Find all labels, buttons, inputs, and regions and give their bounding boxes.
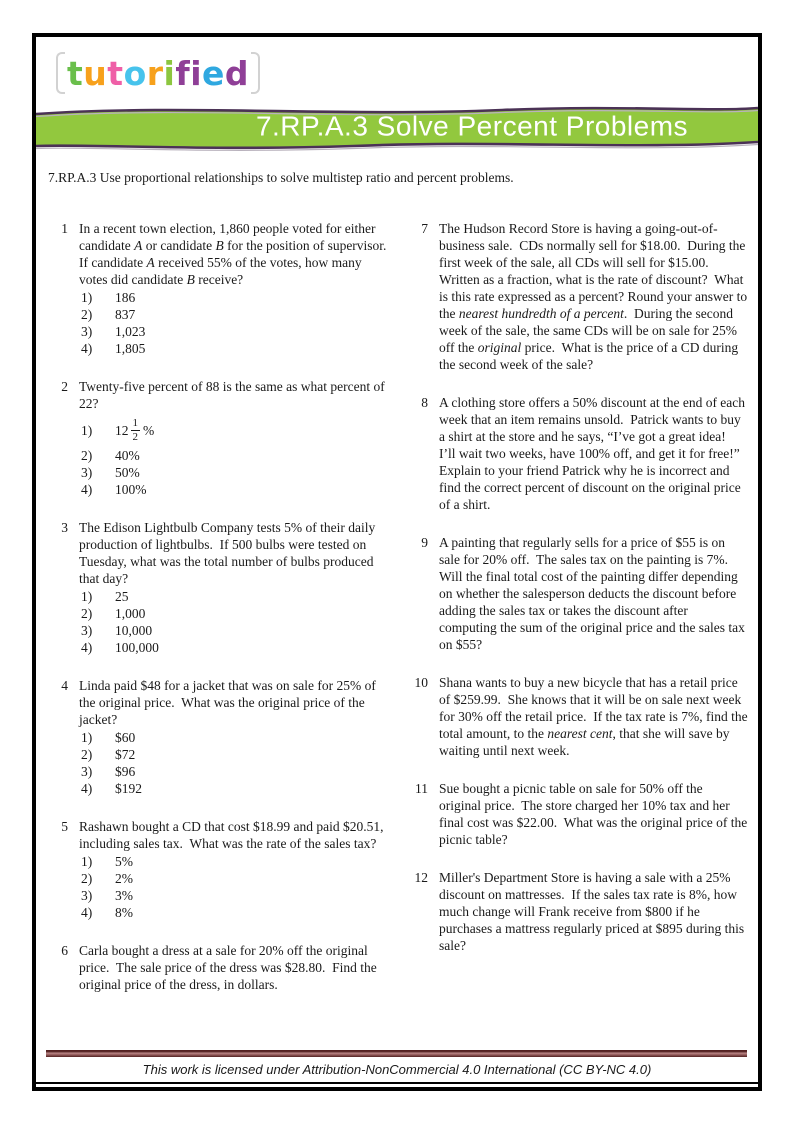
choice-label: 2) bbox=[81, 448, 93, 463]
choice-value: 8% bbox=[115, 905, 133, 920]
choice-value: 5% bbox=[115, 854, 133, 869]
problem-body bbox=[439, 674, 752, 759]
problem-body bbox=[79, 677, 388, 797]
problem-number: 6 bbox=[61, 943, 68, 958]
problem-text-segment: In a recent town election, 1,860 people voted for either candidate bbox=[79, 221, 379, 253]
choice-label: 3) bbox=[81, 888, 93, 903]
answer-choice bbox=[79, 464, 388, 481]
choice-value: 10,000 bbox=[115, 623, 153, 638]
choice-label: 2) bbox=[81, 747, 93, 762]
answer-choice bbox=[79, 780, 388, 797]
problem-text-segment: nearest cent bbox=[547, 726, 613, 741]
answer-choice bbox=[79, 306, 388, 323]
problem-item bbox=[406, 220, 751, 373]
problem-text-segment: The Hudson Record Store is having a going-out-of-business sale. CDs normally sell for $18.00. During the first week of the sale, all CDs will sell for $15.00. Written as a fraction, what is the rate of discount? What is this rate expressed as a percent? Round your answer to the bbox=[439, 221, 751, 321]
choice-label: 3) bbox=[81, 465, 93, 480]
choice-label: 4) bbox=[81, 341, 93, 356]
choice-label: 2) bbox=[81, 307, 93, 322]
choice-label: 4) bbox=[81, 482, 93, 497]
choice-label: 2) bbox=[81, 606, 93, 621]
tutorified-logo bbox=[56, 49, 758, 97]
answer-choices bbox=[79, 413, 388, 498]
license-text: This work is licensed under Attribution-NonCommercial 4.0 International (CC BY-NC 4.0) bbox=[142, 1062, 652, 1077]
logo-letter: e bbox=[202, 53, 225, 93]
choice-label: 1) bbox=[81, 854, 93, 869]
answer-choice bbox=[79, 481, 388, 498]
choice-value: 1,023 bbox=[115, 324, 146, 339]
problem-text bbox=[79, 519, 388, 587]
choice-value: 837 bbox=[115, 307, 136, 322]
choice-label: 2) bbox=[81, 871, 93, 886]
problem-text-segment: , that she will save by waiting until next week. bbox=[439, 726, 733, 758]
problem-text bbox=[439, 220, 751, 373]
choice-label: 4) bbox=[81, 905, 93, 920]
logo-letter: i bbox=[190, 53, 202, 93]
problem-text-segment: original bbox=[477, 340, 522, 355]
choice-label: 1) bbox=[81, 290, 93, 305]
choice-value: 2% bbox=[115, 871, 133, 886]
problem-item bbox=[406, 780, 751, 848]
problem-item bbox=[406, 674, 752, 759]
answer-choice bbox=[79, 323, 388, 340]
answer-choice bbox=[79, 413, 388, 447]
problem-number: 5 bbox=[61, 819, 68, 834]
problem-text-segment: price. What is the price of a CD during the second week of the sale? bbox=[439, 340, 742, 372]
logo-letter: f bbox=[175, 53, 191, 93]
problem-text-segment: Miller's Department Store is having a sale with a 25% discount on mattresses. If the sales tax rate is 8%, how much change will Frank receive from $800 if he purchases a mattress regularly priced at $895 during this sale? bbox=[439, 870, 748, 953]
answer-choices bbox=[79, 588, 388, 656]
answer-choice bbox=[79, 340, 388, 357]
problem-item bbox=[46, 677, 388, 797]
problem-body bbox=[79, 942, 388, 993]
answer-choice bbox=[79, 870, 388, 887]
problem-number: 8 bbox=[421, 395, 428, 410]
problem-text-segment: A bbox=[134, 238, 143, 253]
problem-number: 10 bbox=[414, 675, 428, 690]
problem-text-segment: The Edison Lightbulb Company tests 5% of their daily production of lightbulbs. If 500 bulbs were tested on Tuesday, what was the total number of bulbs produced that day? bbox=[79, 520, 379, 586]
problem-text-segment: Rashawn bought a CD that cost $18.99 and paid $20.51, including sales tax. What was the rate of the sales tax? bbox=[79, 819, 387, 851]
answer-choices bbox=[79, 289, 388, 357]
choice-value: 100% bbox=[115, 482, 147, 497]
problem-body bbox=[79, 519, 388, 656]
problem-body bbox=[439, 220, 751, 373]
logo-letter: o bbox=[123, 53, 147, 93]
answer-choice bbox=[79, 746, 388, 763]
answer-choice bbox=[79, 639, 388, 656]
problem-text bbox=[439, 780, 751, 848]
problem-number: 7 bbox=[421, 221, 428, 236]
choice-label: 3) bbox=[81, 764, 93, 779]
problems-area bbox=[36, 186, 758, 1014]
logo-letter: i bbox=[163, 53, 176, 93]
answer-choice bbox=[79, 904, 388, 921]
answer-choice bbox=[79, 588, 388, 605]
problem-text bbox=[79, 818, 388, 852]
logo-right-bracket-icon bbox=[251, 52, 260, 94]
problem-number: 2 bbox=[61, 379, 68, 394]
choice-value: 25 bbox=[115, 589, 129, 604]
choice-label: 4) bbox=[81, 781, 93, 796]
answer-choice bbox=[79, 289, 388, 306]
answer-choice bbox=[79, 887, 388, 904]
answer-choice bbox=[79, 605, 388, 622]
problem-item bbox=[406, 394, 748, 513]
logo-letter: r bbox=[146, 53, 164, 93]
answer-choice bbox=[79, 447, 388, 464]
problem-text bbox=[439, 869, 748, 954]
problem-item bbox=[46, 818, 388, 921]
logo-letter: t bbox=[107, 53, 124, 93]
problem-text-segment: or candidate bbox=[142, 238, 216, 253]
choice-value: 1,805 bbox=[115, 341, 146, 356]
problem-number: 9 bbox=[421, 535, 428, 550]
problem-number: 3 bbox=[61, 520, 68, 535]
problem-text-segment: Linda paid $48 for a jacket that was on sale for 25% of the original price. What was the original price of the jacket? bbox=[79, 678, 380, 727]
problem-number: 12 bbox=[414, 870, 428, 885]
problems-column-left bbox=[46, 220, 394, 1014]
logo-wordmark bbox=[67, 53, 250, 93]
problem-body bbox=[439, 869, 748, 954]
title-banner bbox=[36, 101, 758, 155]
choice-value: $72 bbox=[115, 747, 136, 762]
problem-text bbox=[79, 677, 388, 728]
problem-text bbox=[439, 674, 752, 759]
choice-label: 3) bbox=[81, 324, 93, 339]
problem-item bbox=[46, 942, 388, 993]
choice-value: 100,000 bbox=[115, 640, 159, 655]
problem-text-segment: . During the second week of the sale, the same CDs will be on sale for 25% off the bbox=[439, 306, 741, 355]
page-title: 7.RP.A.3 Solve Percent Problems bbox=[255, 110, 689, 142]
choice-label: 1) bbox=[81, 422, 93, 438]
footer-divider-bar bbox=[46, 1050, 747, 1057]
problem-number: 1 bbox=[61, 221, 68, 236]
footer bbox=[36, 1050, 758, 1084]
choice-value: 50% bbox=[115, 465, 140, 480]
problem-text bbox=[439, 394, 748, 513]
answer-choice bbox=[79, 763, 388, 780]
logo-letter: t bbox=[67, 53, 84, 93]
answer-choices bbox=[79, 729, 388, 797]
problem-item bbox=[46, 519, 388, 656]
problem-body bbox=[439, 534, 748, 653]
problem-text bbox=[79, 378, 388, 412]
choice-label: 1) bbox=[81, 589, 93, 604]
choice-fraction-suffix: % bbox=[143, 422, 155, 438]
problem-text bbox=[79, 220, 394, 288]
problem-text-segment: B bbox=[215, 238, 224, 253]
choice-value: 1,000 bbox=[115, 606, 146, 621]
problem-body bbox=[79, 220, 394, 357]
choice-fraction: $\frac{1}{2}$ bbox=[132, 416, 138, 443]
problem-text-segment: received 55% of the votes, how many votes did candidate bbox=[79, 255, 366, 287]
standard-description: 7.RP.A.3 Use proportional relationships to solve multistep ratio and percent problems. bbox=[48, 170, 514, 185]
problem-item bbox=[46, 378, 388, 498]
problem-text-segment: A painting that regularly sells for a price of $55 is on sale for 20% off. The sales tax on the painting is 7%. Will the final total cost of the painting differ depending on whether the salesperson deducts the discount before adding the sales tax or takes the discount after computing the sum of the original price and the sales tax on $55? bbox=[439, 535, 749, 652]
choice-value: 3% bbox=[115, 888, 133, 903]
problem-text-segment: nearest hundredth of a percent bbox=[458, 306, 624, 321]
problem-body bbox=[79, 818, 388, 921]
problem-item bbox=[406, 534, 748, 653]
logo-left-bracket-icon bbox=[56, 52, 65, 94]
logo-letter: d bbox=[224, 53, 250, 93]
choice-label: 1) bbox=[81, 730, 93, 745]
problem-item bbox=[406, 869, 748, 954]
problem-text bbox=[79, 942, 388, 993]
problem-text-segment: Sue bought a picnic table on sale for 50% off the original price. The store charged her 10% tax and her final cost was $22.00. What was the original price of the picnic table? bbox=[439, 781, 751, 847]
choice-value: 186 bbox=[115, 290, 136, 305]
problem-body bbox=[439, 780, 751, 848]
answer-choices bbox=[79, 853, 388, 921]
problem-number: 11 bbox=[415, 781, 428, 796]
choice-value: $60 bbox=[115, 730, 136, 745]
choice-label: 3) bbox=[81, 623, 93, 638]
choice-value: 40% bbox=[115, 448, 140, 463]
problem-body bbox=[79, 378, 388, 498]
answer-choice bbox=[79, 853, 388, 870]
problem-text-segment: B bbox=[186, 272, 195, 287]
worksheet-page bbox=[32, 33, 762, 1091]
choice-label: 4) bbox=[81, 640, 93, 655]
answer-choice bbox=[79, 729, 388, 746]
problems-column-right bbox=[406, 220, 752, 1014]
choice-value: $96 bbox=[115, 764, 136, 779]
problem-text-segment: Carla bought a dress at a sale for 20% off the original price. The sale price of the dress was $28.80. Find the original price of the dress, in dollars. bbox=[79, 943, 381, 992]
problem-number: 4 bbox=[61, 678, 68, 693]
problem-text-segment: A bbox=[146, 255, 155, 270]
problem-text-segment: Twenty-five percent of 88 is the same as what percent of 22? bbox=[79, 379, 389, 411]
problem-text-segment: receive? bbox=[194, 272, 244, 287]
problem-text bbox=[439, 534, 748, 653]
answer-choice bbox=[79, 622, 388, 639]
problem-text-segment: Shana wants to buy a new bicycle that has a retail price of $259.99. She knows that it will be on sale next week for 30% off the retail price. If the tax rate is 7%, find the total amount, to the bbox=[439, 675, 752, 741]
choice-value: $192 bbox=[115, 781, 142, 796]
problem-body bbox=[439, 394, 748, 513]
problem-text-segment: for the position of supervisor. If candidate bbox=[79, 238, 394, 270]
problem-item bbox=[46, 220, 394, 357]
problem-text-segment: A clothing store offers a 50% discount at the end of each week that an item remains unsold. Patrick wants to buy a shirt at the store and he says, “I’ve got a great idea! I’ll wait two weeks, have 100% off, and get it for free!” Explain to your friend Patrick why he is incorrect and find the correct percent of discount on the original price of a shirt. bbox=[439, 395, 749, 512]
choice-fraction-whole: 12 bbox=[115, 422, 129, 438]
logo-letter: u bbox=[83, 53, 108, 93]
